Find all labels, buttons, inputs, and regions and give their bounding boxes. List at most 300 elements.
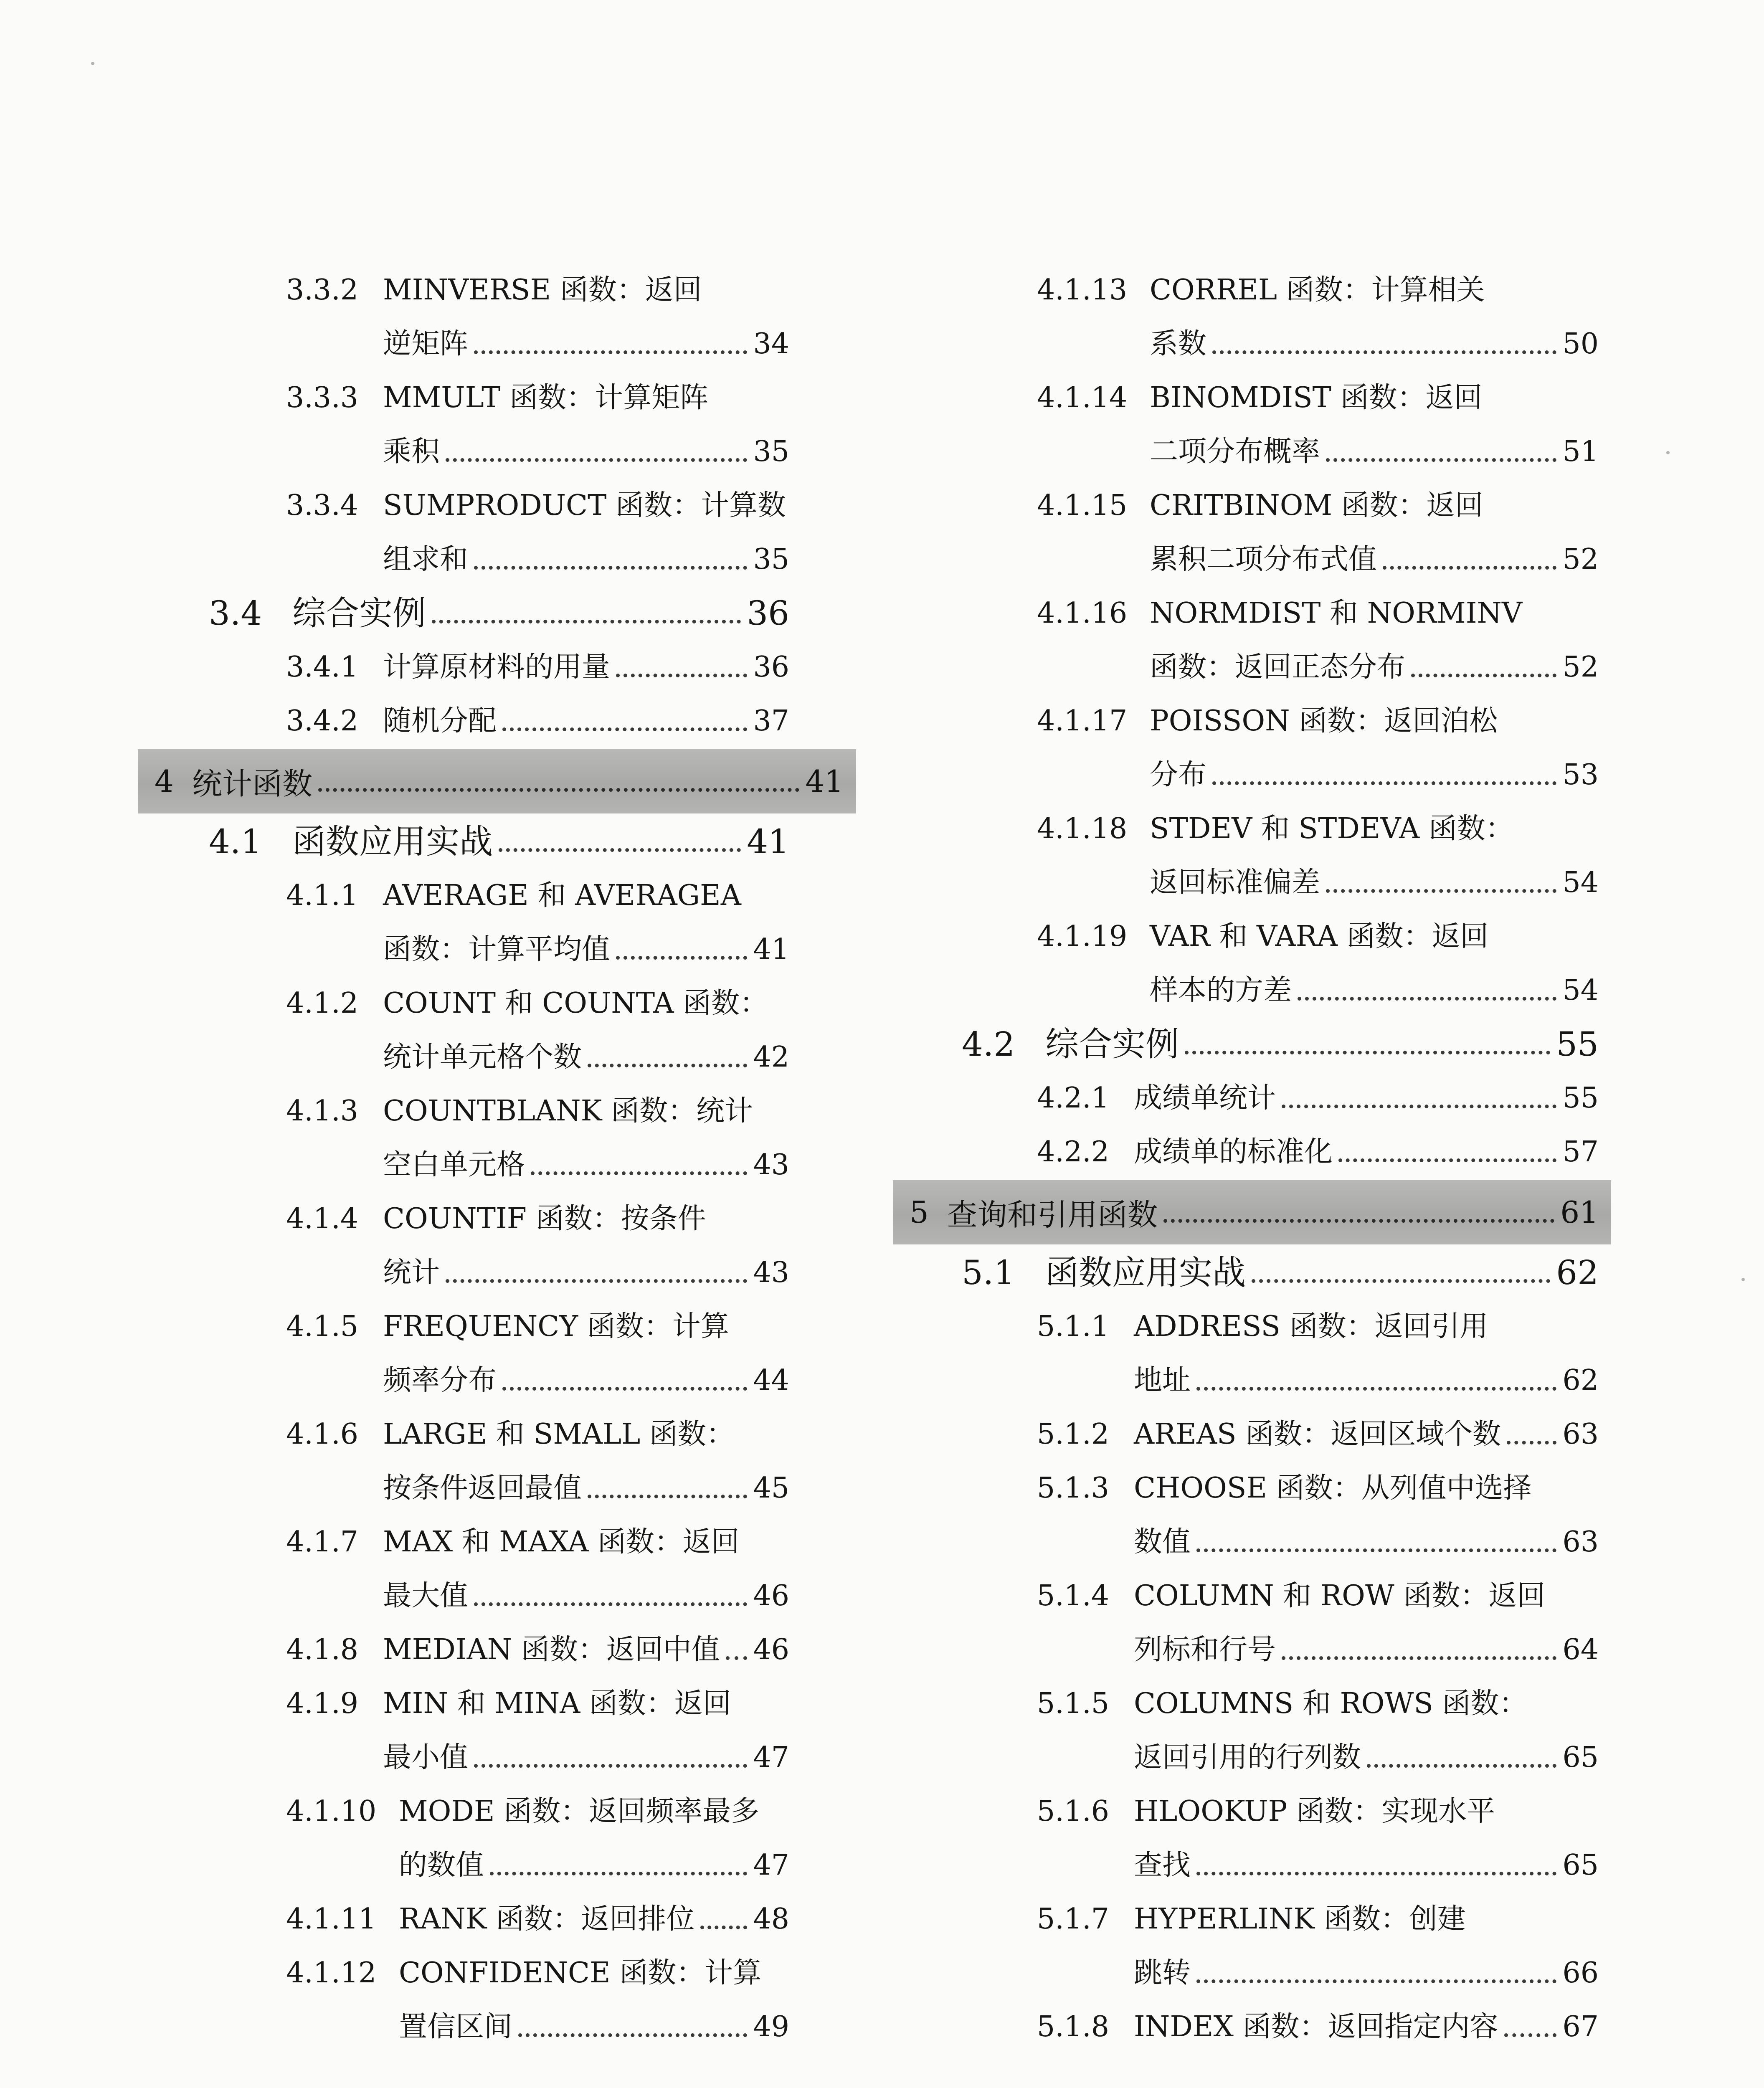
leader-dots: [490, 1872, 747, 1875]
section-title: 返回引用的行列数: [1134, 1741, 1361, 1774]
toc-entry-line: [1037, 910, 1599, 963]
toc-entry[interactable]: [138, 976, 789, 1030]
toc-entry[interactable]: [138, 640, 789, 694]
toc-entry-line: [1037, 1838, 1599, 1892]
leader-dots: [531, 1171, 747, 1175]
toc-entry-line: [286, 1138, 789, 1192]
toc-entry-line: [286, 2000, 789, 2054]
toc-entry-line: [1037, 1071, 1599, 1125]
section-title: 函数：计算平均值: [383, 933, 611, 966]
section-title: 二项分布概率: [1150, 435, 1320, 468]
leader-dots: [1383, 566, 1556, 570]
toc-entry[interactable]: [889, 317, 1599, 371]
leader-dots: [1507, 1441, 1556, 1444]
toc-entry[interactable]: [889, 586, 1599, 640]
toc-entry[interactable]: [889, 1407, 1599, 1461]
chapter-heading[interactable]: [893, 1180, 1611, 1244]
toc-entry[interactable]: [138, 1192, 789, 1246]
section-number: 4.1.2: [286, 986, 359, 1020]
page-number: 52: [1562, 650, 1599, 684]
toc-entry[interactable]: [889, 1461, 1599, 1515]
section-title: MEDIAN 函数：返回中值: [383, 1633, 720, 1666]
page-number: 41: [753, 933, 789, 966]
section-title: HLOOKUP 函数：实现水平: [1134, 1794, 1495, 1828]
page-number: 47: [753, 1741, 789, 1774]
toc-entry-line: [1037, 1353, 1599, 1407]
toc-entry[interactable]: [138, 1515, 789, 1569]
section-title: 查找: [1134, 1848, 1191, 1882]
section-number: 4.1.12: [286, 1956, 377, 1989]
leader-dots: [502, 1387, 747, 1391]
section-title: POISSON 函数：返回泊松: [1150, 704, 1498, 737]
toc-entry[interactable]: [138, 1300, 789, 1353]
section-title: 数值: [1134, 1525, 1191, 1558]
section-number: 4.1.5: [286, 1310, 359, 1343]
toc-entry-line: [1037, 371, 1599, 425]
page-number: 46: [753, 1579, 789, 1612]
scan-speck: [91, 62, 94, 65]
leader-dots: [1252, 1279, 1550, 1283]
section-number: 4.1: [209, 822, 262, 861]
toc-entry[interactable]: [889, 1125, 1599, 1179]
section-title: COLUMNS 和 ROWS 函数：: [1134, 1687, 1528, 1720]
toc-entry-line: [286, 425, 789, 479]
toc-entry[interactable]: [889, 1892, 1599, 1946]
toc-entry[interactable]: [138, 1731, 789, 1784]
section-title: 跳转: [1134, 1956, 1191, 1989]
section-title: MMULT 函数：计算矩阵: [383, 381, 709, 414]
toc-entry-line: [286, 1084, 789, 1138]
chapter-title: 统计函数: [192, 766, 313, 801]
toc-entry[interactable]: [889, 640, 1599, 694]
section-title: MODE 函数：返回频率最多: [399, 1794, 760, 1828]
section-title: 成绩单统计: [1134, 1081, 1276, 1115]
section-title: CHOOSE 函数：从列值中选择: [1134, 1471, 1532, 1505]
section-number: 3.3.4: [286, 489, 359, 522]
section-title: CONFIDENCE 函数：计算: [399, 1956, 762, 1989]
chapter-page-number: 61: [1560, 1195, 1599, 1230]
toc-entry[interactable]: [138, 694, 789, 748]
section-title: CRITBINOM 函数：返回: [1150, 489, 1483, 522]
section-title: 分布: [1150, 758, 1207, 791]
toc-entry-line: [1037, 963, 1599, 1017]
section-title: 频率分布: [383, 1363, 497, 1397]
section-title: MIN 和 MINA 函数：返回: [383, 1687, 731, 1720]
page-number: 63: [1562, 1417, 1599, 1451]
toc-entry[interactable]: [138, 815, 789, 869]
toc-left-column: [138, 263, 789, 2054]
toc-entry-line: [286, 532, 789, 586]
toc-entry[interactable]: [138, 1030, 789, 1084]
toc-entry-line: [286, 640, 789, 694]
section-number: 4.1.17: [1037, 704, 1128, 737]
section-title: VAR 和 VARA 函数：返回: [1150, 920, 1489, 953]
leader-dots: [1411, 674, 1556, 677]
section-number: 4.1.18: [1037, 812, 1128, 845]
leader-dots: [1196, 1548, 1556, 1552]
toc-entry[interactable]: [889, 1569, 1599, 1623]
leader-dots: [1212, 350, 1556, 354]
section-title: 综合实例: [292, 593, 426, 633]
section-number: 5.1: [962, 1253, 1015, 1292]
toc-entry[interactable]: [889, 963, 1599, 1017]
section-title: MAX 和 MAXA 函数：返回: [383, 1525, 740, 1558]
leader-dots: [1282, 1656, 1556, 1660]
page-number: 53: [1562, 758, 1599, 791]
section-title: 系数: [1150, 327, 1207, 360]
page-number: 45: [753, 1471, 789, 1505]
section-title: 成绩单的标准化: [1134, 1135, 1333, 1168]
toc-entry-line: [1037, 1731, 1599, 1784]
toc-right-column: [889, 263, 1599, 2054]
toc-entry-line: [1037, 2000, 1599, 2054]
section-number: 5.1.5: [1037, 1687, 1110, 1720]
toc-entry[interactable]: [138, 1407, 789, 1461]
page-number: 35: [753, 435, 789, 468]
toc-entry-line: [209, 815, 789, 869]
page-number: 42: [753, 1040, 789, 1074]
page-number: 64: [1562, 1633, 1599, 1666]
toc-entry[interactable]: [889, 856, 1599, 910]
toc-entry-line: [962, 1017, 1599, 1071]
toc-entry[interactable]: [138, 425, 789, 479]
page-number: 36: [753, 650, 789, 684]
toc-entry-line: [1037, 425, 1599, 479]
toc-entry[interactable]: [138, 317, 789, 371]
section-number: 4.1.10: [286, 1794, 377, 1828]
section-number: 5.1.6: [1037, 1794, 1110, 1828]
section-title: 综合实例: [1045, 1024, 1179, 1064]
toc-entry-line: [286, 1892, 789, 1946]
section-title: CORREL 函数：计算相关: [1150, 273, 1485, 307]
section-number: 5.1.4: [1037, 1579, 1110, 1612]
section-title: 计算原材料的用量: [383, 650, 611, 684]
section-number: 4.1.13: [1037, 273, 1128, 307]
section-title: AVERAGE 和 AVERAGEA: [383, 879, 741, 912]
toc-entry[interactable]: [889, 1515, 1599, 1569]
section-number: 4.1.4: [286, 1202, 359, 1235]
section-number: 4.2: [962, 1024, 1015, 1064]
leader-dots: [1326, 458, 1556, 462]
leader-dots: [474, 350, 747, 354]
toc-entry[interactable]: [138, 1084, 789, 1138]
page-number: 55: [1556, 1024, 1599, 1064]
section-number: 4.2.2: [1037, 1135, 1110, 1168]
toc-entry[interactable]: [138, 1138, 789, 1192]
section-title: ADDRESS 函数：返回引用: [1134, 1310, 1488, 1343]
leader-dots: [499, 848, 741, 852]
section-number: 4.1.9: [286, 1687, 359, 1720]
page-number: 35: [753, 542, 789, 576]
leader-dots: [588, 1495, 747, 1498]
toc-entry[interactable]: [889, 263, 1599, 317]
section-title: NORMDIST 和 NORMINV: [1150, 596, 1523, 630]
section-title: 返回标准偏差: [1150, 866, 1320, 899]
page-number: 50: [1562, 327, 1599, 360]
section-number: 3.4: [209, 593, 262, 633]
toc-entry-line: [1037, 1677, 1599, 1731]
toc-entry[interactable]: [889, 1353, 1599, 1407]
page-number: 54: [1562, 973, 1599, 1007]
toc-entry-line: [1037, 1461, 1599, 1515]
toc-entry[interactable]: [889, 1731, 1599, 1784]
page-number: 48: [753, 1902, 789, 1936]
section-number: 3.3.3: [286, 381, 359, 414]
section-number: 3.4.1: [286, 650, 359, 684]
toc-entry-line: [286, 371, 789, 425]
page-number: 46: [753, 1633, 789, 1666]
leader-dots: [318, 788, 799, 792]
toc-entry-line: [1037, 802, 1599, 856]
toc-entry-line: [286, 317, 789, 371]
page-number: 67: [1562, 2010, 1599, 2043]
toc-entry[interactable]: [889, 425, 1599, 479]
section-title: RANK 函数：返回排位: [399, 1902, 695, 1936]
page-number: 66: [1562, 1956, 1599, 1989]
section-number: 4.1.15: [1037, 489, 1128, 522]
section-title: STDEV 和 STDEVA 函数：: [1150, 812, 1514, 845]
page-number: 43: [753, 1256, 789, 1289]
toc-entry-line: [209, 586, 789, 640]
toc-entry[interactable]: [138, 2000, 789, 2054]
section-number: 5.1.1: [1037, 1310, 1110, 1343]
section-title: 函数应用实战: [1045, 1253, 1246, 1292]
page-number: 54: [1562, 866, 1599, 899]
toc-entry-line: [1037, 1407, 1599, 1461]
page-number: 36: [747, 593, 789, 633]
page-number: 49: [753, 2010, 789, 2043]
section-title: COLUMN 和 ROW 函数：返回: [1134, 1579, 1546, 1612]
leader-dots: [588, 1064, 747, 1067]
toc-entry[interactable]: [889, 1246, 1599, 1300]
toc-entry-line: [286, 1246, 789, 1300]
toc-entry-line: [286, 1569, 789, 1623]
toc-entry-line: [286, 922, 789, 976]
toc-entry[interactable]: [889, 694, 1599, 748]
section-title: 的数值: [399, 1848, 484, 1882]
toc-entry-line: [286, 1300, 789, 1353]
leader-dots: [616, 956, 747, 960]
toc-entry-line: [286, 1838, 789, 1892]
section-title: LARGE 和 SMALL 函数：: [383, 1417, 735, 1451]
chapter-number: 5: [910, 1195, 929, 1230]
toc-entry[interactable]: [138, 1838, 789, 1892]
toc-entry[interactable]: [138, 1946, 789, 2000]
section-title: 统计单元格个数: [383, 1040, 582, 1074]
toc-entry-line: [1037, 263, 1599, 317]
scan-speck: [1666, 451, 1670, 454]
page-number: 63: [1562, 1525, 1599, 1558]
toc-entry[interactable]: [138, 586, 789, 640]
leader-dots: [1338, 1158, 1556, 1162]
toc-entry[interactable]: [889, 802, 1599, 856]
section-number: 4.1.7: [286, 1525, 359, 1558]
toc-entry-line: [1037, 1784, 1599, 1838]
toc-entry[interactable]: [889, 1017, 1599, 1071]
section-number: 4.1.14: [1037, 381, 1128, 414]
toc-entry[interactable]: [138, 1569, 789, 1623]
section-number: 4.1.3: [286, 1094, 359, 1128]
section-title: 函数应用实战: [292, 822, 493, 861]
section-title: 置信区间: [399, 2010, 513, 2043]
toc-entry[interactable]: [889, 371, 1599, 425]
section-title: 乘积: [383, 435, 440, 468]
section-title: BINOMDIST 函数：返回: [1150, 381, 1483, 414]
toc-entry-line: [1037, 1946, 1599, 2000]
toc-entry[interactable]: [889, 910, 1599, 963]
toc-entry-line: [1037, 1300, 1599, 1353]
page-number: 57: [1562, 1135, 1599, 1168]
toc-entry[interactable]: [889, 1677, 1599, 1731]
toc-entry-line: [1037, 479, 1599, 532]
section-title: 累积二项分布式值: [1150, 542, 1377, 576]
leader-dots: [446, 1279, 747, 1283]
toc-entry[interactable]: [138, 1677, 789, 1731]
section-title: COUNTIF 函数：按条件: [383, 1202, 706, 1235]
leader-dots: [474, 1764, 747, 1768]
toc-entry-line: [286, 479, 789, 532]
toc-entry-line: [286, 1946, 789, 2000]
toc-entry[interactable]: [138, 532, 789, 586]
page-number: 51: [1562, 435, 1599, 468]
toc-entry-line: [286, 1407, 789, 1461]
toc-entry[interactable]: [889, 748, 1599, 802]
toc-entry-line: [1037, 1125, 1599, 1179]
toc-entry-line: [286, 1461, 789, 1515]
toc-entry[interactable]: [138, 1461, 789, 1515]
toc-entry[interactable]: [889, 1623, 1599, 1677]
page-number: 65: [1562, 1741, 1599, 1774]
toc-entry-line: [962, 1246, 1599, 1300]
section-title: 随机分配: [383, 704, 497, 737]
page-number: 44: [753, 1363, 789, 1397]
leader-dots: [1298, 997, 1556, 1001]
toc-entry[interactable]: [889, 1946, 1599, 2000]
toc-entry[interactable]: [138, 1623, 789, 1677]
chapter-title: 查询和引用函数: [947, 1197, 1158, 1232]
section-number: 4.1.19: [1037, 920, 1128, 953]
toc-entry-line: [286, 869, 789, 922]
leader-dots: [502, 727, 747, 731]
toc-entry[interactable]: [138, 479, 789, 532]
scan-speck: [1741, 1278, 1745, 1281]
section-title: 逆矩阵: [383, 327, 469, 360]
section-number: 3.4.2: [286, 704, 359, 737]
leader-dots: [1504, 2033, 1557, 2037]
section-number: 3.3.2: [286, 273, 359, 307]
toc-entry[interactable]: [889, 1300, 1599, 1353]
leader-dots: [1326, 889, 1556, 893]
toc-entry[interactable]: [889, 1784, 1599, 1838]
toc-entry-line: [1037, 586, 1599, 640]
toc-entry-line: [1037, 1892, 1599, 1946]
toc-entry-line: [286, 694, 789, 748]
leader-dots: [1212, 781, 1556, 785]
toc-entry-line: [1037, 694, 1599, 748]
toc-entry[interactable]: [138, 922, 789, 976]
leader-dots: [1185, 1051, 1550, 1054]
toc-entry-line: [286, 1784, 789, 1838]
section-number: 4.1.6: [286, 1417, 359, 1451]
section-number: 4.2.1: [1037, 1081, 1110, 1115]
toc-entry[interactable]: [138, 869, 789, 922]
section-title: 最大值: [383, 1579, 469, 1612]
toc-entry-line: [286, 1192, 789, 1246]
leader-dots: [474, 1602, 747, 1606]
toc-entry[interactable]: [138, 1784, 789, 1838]
toc-entry[interactable]: [138, 1246, 789, 1300]
section-number: 4.1.8: [286, 1633, 359, 1666]
section-title: 地址: [1134, 1363, 1191, 1397]
page-number: 37: [753, 704, 789, 737]
page-number: 41: [747, 822, 789, 861]
section-number: 5.1.7: [1037, 1902, 1110, 1936]
section-title: HYPERLINK 函数：创建: [1134, 1902, 1466, 1936]
leader-dots: [1367, 1764, 1556, 1768]
section-number: 4.1.11: [286, 1902, 377, 1936]
toc-entry-line: [286, 1731, 789, 1784]
section-number: 4.1.16: [1037, 596, 1128, 630]
toc-entry[interactable]: [889, 532, 1599, 586]
section-title: 样本的方差: [1150, 973, 1292, 1007]
leader-dots: [446, 458, 747, 462]
toc-entry[interactable]: [889, 1071, 1599, 1125]
toc-entry[interactable]: [889, 1838, 1599, 1892]
section-title: 按条件返回最值: [383, 1471, 582, 1505]
page-number: 55: [1562, 1081, 1599, 1115]
section-number: 5.1.8: [1037, 2010, 1110, 2043]
leader-dots: [1196, 1387, 1556, 1391]
toc-entry[interactable]: [889, 2000, 1599, 2054]
leader-dots: [518, 2033, 747, 2037]
chapter-heading[interactable]: [138, 749, 856, 813]
toc-entry-line: [1037, 1569, 1599, 1623]
toc-entry-line: [1037, 532, 1599, 586]
toc-entry-line: [286, 1623, 789, 1677]
toc-entry-line: [1037, 1623, 1599, 1677]
page-number: 62: [1556, 1253, 1599, 1292]
toc-entry[interactable]: [138, 1892, 789, 1946]
leader-dots: [726, 1656, 748, 1660]
chapter-number: 4: [155, 764, 174, 799]
leader-dots: [700, 1926, 747, 1929]
section-title: 统计: [383, 1256, 440, 1289]
leader-dots: [616, 674, 747, 677]
section-title: MINVERSE 函数：返回: [383, 273, 702, 307]
toc-entry[interactable]: [889, 479, 1599, 532]
page-number: 34: [753, 327, 789, 360]
leader-dots: [432, 620, 741, 623]
page-number: 62: [1562, 1363, 1599, 1397]
section-title: INDEX 函数：返回指定内容: [1134, 2010, 1498, 2043]
toc-entry-line: [1037, 1515, 1599, 1569]
toc-entry-line: [1037, 748, 1599, 802]
toc-entry[interactable]: [138, 1353, 789, 1407]
section-title: COUNT 和 COUNTA 函数：: [383, 986, 768, 1020]
toc-entry-line: [1037, 640, 1599, 694]
toc-entry[interactable]: [138, 263, 789, 317]
toc-entry-line: [286, 1515, 789, 1569]
toc-entry-line: [286, 263, 789, 317]
section-title: AREAS 函数：返回区域个数: [1134, 1417, 1501, 1451]
toc-entry-line: [286, 976, 789, 1030]
leader-dots: [1196, 1979, 1556, 1983]
chapter-page-number: 41: [805, 764, 844, 799]
section-number: 4.1.1: [286, 879, 359, 912]
section-title: SUMPRODUCT 函数：计算数: [383, 489, 786, 522]
toc-entry[interactable]: [138, 371, 789, 425]
leader-dots: [1163, 1219, 1554, 1223]
